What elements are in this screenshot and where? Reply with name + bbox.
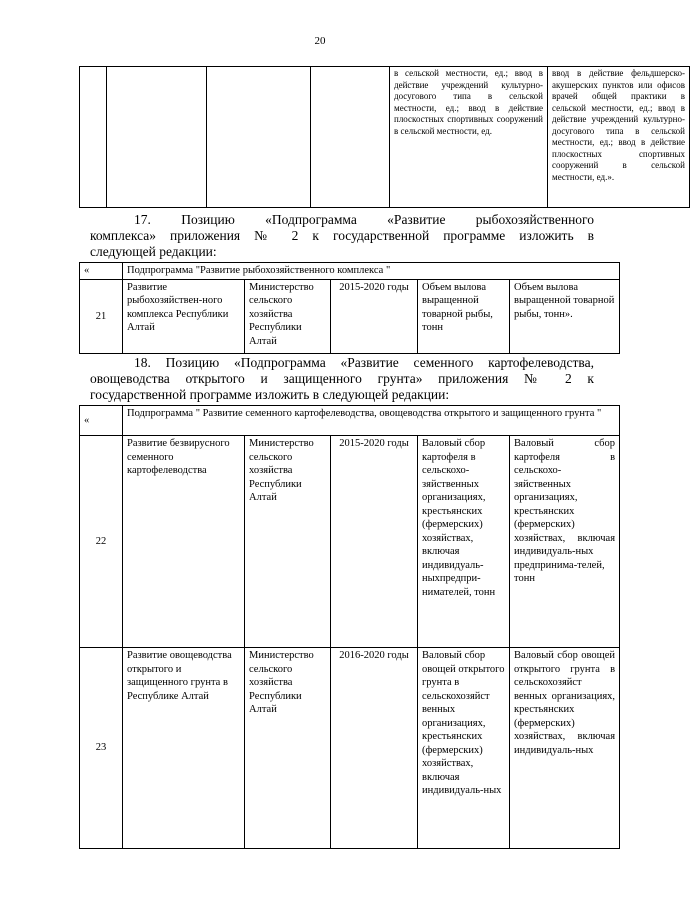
paragraph-17 <box>90 212 594 260</box>
empty-cell <box>311 67 390 208</box>
paragraph-line: комплекса» приложения № 2 к государственной программе изложить в <box>90 228 594 243</box>
paragraph-line: 17. Позицию «Подпрограмма «Развитие рыбохозяйственного <box>134 212 594 227</box>
table-row <box>80 436 620 648</box>
paragraph-line: 18. Позицию «Подпрограмма «Развитие семенного картофелеводства, <box>134 355 594 370</box>
indicator: Валовый сбор картофеля в сельскохо-зяйственных организациях, крестьянских (фермерских) хозяйствах, включая индивидуаль-ныхпредпри-нимателей, тонн <box>418 436 510 648</box>
years: 2015-2020 годы <box>331 436 418 648</box>
empty-cell <box>107 67 207 208</box>
indicator: Валовый сбор картофеля в сельскохо-зяйственных организациях, крестьянских (фермерских) хозяйствах, включая индивидуаль-ных предпринима-телей, тонн <box>510 436 620 648</box>
paragraph-line: государственной программе изложить в следующей редакции: <box>90 387 450 402</box>
indicator-cell: ввод в действие фельдшерско-акушерских пунктов или офисов врачей общей практики в сельской местности, ед.; ввод в действие учреждений культурно-досугового типа в сельской местности, ед.; ввод в действие плоскостных спортивных сооружений в сельской местности, ед.». <box>548 67 690 208</box>
event-name: Развитие овощеводства открытого и защищенного грунта в Республике Алтай <box>123 648 245 849</box>
responsible-ministry: Министерство сельского хозяйства Республики Алтай <box>245 279 331 354</box>
indicator: Валовый сбор овощей открытого грунта в сельскохозяйст венных организациях, крестьянских (фермерских) хозяйствах, включая индивидуаль-ных <box>418 648 510 849</box>
years: 2016-2020 годы <box>331 648 418 849</box>
table-row <box>80 279 620 354</box>
years: 2015-2020 годы <box>331 279 418 354</box>
subprogram-table-fishery <box>79 262 620 354</box>
empty-cell <box>80 67 107 208</box>
responsible-ministry: Министерство сельского хозяйства Республики Алтай <box>245 436 331 648</box>
indicator: Валовый сбор овощей открытого грунта в сельскохозяйст венных организациях, крестьянских (фермерских) хозяйствах, включая индивидуаль-ных <box>510 648 620 849</box>
table-row <box>80 648 620 849</box>
row-number: 22 <box>80 436 123 648</box>
event-name: Развитие безвирусного семенного картофелеводства <box>123 436 245 648</box>
indicator: Объем вылова выращенной товарной рыбы, тонн <box>418 279 510 354</box>
row-number: 21 <box>80 279 123 354</box>
quote-mark: « <box>80 406 123 436</box>
paragraph-18 <box>90 355 594 403</box>
indicator: Объем вылова выращенной товарной рыбы, тонн». <box>510 279 620 354</box>
event-name: Развитие рыбохозяйствен-ного комплекса Республики Алтай <box>123 279 245 354</box>
continuation-table <box>79 66 690 208</box>
responsible-ministry: Министерство сельского хозяйства Республики Алтай <box>245 648 331 849</box>
subprogram-header: Подпрограмма " Развитие семенного картофелеводства, овощеводства открытого и защищенного грунта " <box>123 406 620 436</box>
subprogram-header: Подпрограмма "Развитие рыбохозяйственного комплекса " <box>123 263 620 280</box>
row-number: 23 <box>80 648 123 849</box>
paragraph-line: овощеводства открытого и защищенного грунта» приложения № 2 к <box>90 371 594 386</box>
subprogram-table-potato <box>79 405 620 849</box>
indicator-cell: в сельской местности, ед.; ввод в действие учреждений культурно-досугового типа в сельской местности, ед.; ввод в действие плоскостных спортивных сооружений в сельской местности, ед. <box>390 67 548 208</box>
empty-cell <box>207 67 311 208</box>
page-number: 20 <box>314 35 326 47</box>
paragraph-line: следующей редакции: <box>90 244 217 259</box>
quote-mark: « <box>80 263 123 280</box>
